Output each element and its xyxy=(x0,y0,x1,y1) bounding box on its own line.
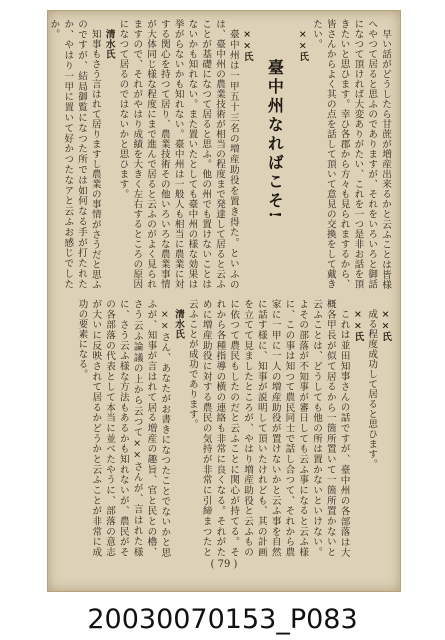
scanned-page xyxy=(47,10,401,592)
speaker-label: 清水氏 xyxy=(103,29,115,59)
paragraph: 知事もさう言はれて居りますし農業の事情がさうだと思ふのですが、結局御覧になつた所では如何なる手が打たれたか、やはり一甲に置いて好かつたなアと云ふお感じでしたか。 xyxy=(48,19,101,289)
speaker-label: ××氏 xyxy=(380,309,391,342)
document-id-caption: 20030070153_P083 xyxy=(87,604,358,635)
paragraph: 成る程度成功して居ると思ひます。 xyxy=(366,308,378,469)
paragraph: 臺中州は一甲五十三名の増産助役を置き得た。といふのは、臺中州の農業技術が相当の程度まで発達して居ると云ふことが基礎になつて居ると思ふ。他の州でも置けないことはないかも知れない。また置いたとしても臺中州の様な効果は挙がらないかも知れない。臺中州は一般人も相当に農業に対する関心を持つて居り、農業技術その他いろいろな農業事情が大体同じ様な程度にまで進んで居ると云ふのがよく見られますので、それがやはり成績を大きく左右するところの原因になつて居るのではないかと思ひます。 xyxy=(117,19,239,289)
speaker-label: 清水氏 xyxy=(173,309,185,339)
speaker-label: ××氏 xyxy=(352,309,364,342)
page-number: ( 79 ) xyxy=(210,559,238,570)
paragraph: 早い話がどうしたら甘蔗が増産出来るかと云ふことは皆様へやつて居ると思ふのでありますが、それをいろいろと御話になつて頂ければ大変ありがたい、これを一つ是非お話を頂きたいと思ひます。幸ひ各郡から方々も見られまするから、皆さんからよく其の点を話して頂いて意見の交換をして戴きたい。 xyxy=(311,19,391,289)
paragraph: これは並田知事さんの話ですが、臺中州の各部落は大概各甲長が似て居るから一箇所置いて一箇所置かないと云ふことは、どうしても他の所は置かないといけない。よその部落が不知事が審日しても云ふ事になると云ふ様に、この事は知つて農民同士で話し合つて、それから農家に一甲に一人の増産助役が置けないかと云ふ事を自然に話す様に、知事が説明して頂いたけれども、其の計画を立てて見ましたところが、やはり増産助役と云ふものに依つて農民もしたのだと云ふことに関心が持てる。それから各種指導の横の連絡も非常に良くなる。それがために増産助役に対する農民の気持が非常に引締まつたと云ふことが成功であります。 xyxy=(186,299,350,557)
speaker-label: ××氏 xyxy=(241,29,253,62)
speaker-label: ××氏 xyxy=(297,29,309,62)
section-heading: 臺中州なればこそ! xyxy=(265,59,285,222)
upper-text-block xyxy=(48,19,392,289)
lower-text-block xyxy=(56,299,392,557)
paragraph: ××さん、あなたがお書きになつたことでないかと思ふが、知事が言はれて居る増産の趣旨、官と民との櫓、さう云ふ論議の上から云つて××さんが、言はれた様に、さう云ふ様な方法もあるかも知れないが、農民がその各部落の代表として本当に並べたやうに、部落の意志が大いに反映されて居るかどうかと云ふことが非常に成功の要素になる。 xyxy=(76,299,171,557)
